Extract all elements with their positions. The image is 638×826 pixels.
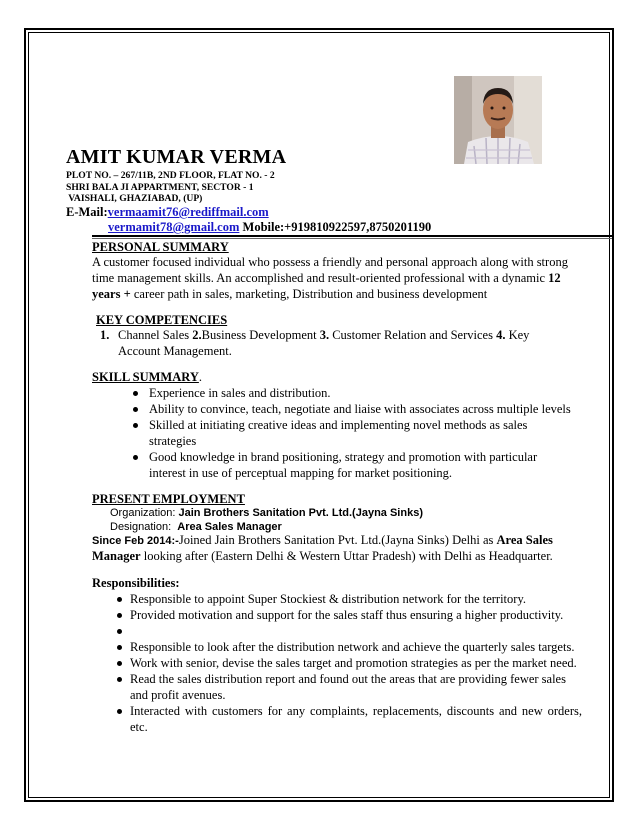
summary-career-text: career path in sales, marketing, Distribution and business development [130,287,488,301]
organization-label: Organization: [110,507,179,519]
since-text-cont: looking after (Eastern Delhi & Western Uttar Pradesh) with Delhi as Headquarter. [140,549,553,563]
since-row-2 [92,549,553,564]
skill-summary-heading: SKILL SUMMARY [92,370,199,384]
header-divider [92,235,612,237]
skill-item-3: Skilled at initiating creative ideas and implementing novel methods as sales [149,418,528,432]
designation-value: Area Sales Manager [177,521,282,533]
responsibility-item-7: Interacted with customers for any complaints, replacements, discounts and new orders, [130,704,582,718]
since-role-cont: Manager [92,549,141,563]
header-divider-shadow [92,238,612,239]
bullet-icon [117,613,122,618]
key-competencies-heading: KEY COMPETENCIES [96,313,228,327]
organization-value: Jain Brothers Sanitation Pvt. Ltd.(Jayna Sinks) [178,507,423,519]
mobile-number: Mobile:+919810922597,8750201190 [239,220,432,234]
competency-number: 1. [100,328,110,342]
summary-line-3 [92,287,487,302]
bullet-icon [133,423,138,428]
bullet-icon [117,597,122,602]
skill-item-1: Experience in sales and distribution. [149,386,331,400]
responsibility-item-6: Read the sales distribution report and found out the areas that are providing fewer sales [130,672,566,686]
responsibility-item-4: Responsible to look after the distribution network and achieve the quarterly sales targets. [130,640,575,654]
skill-item-4: Good knowledge in brand positioning, strategy and promotion with particular [149,450,538,464]
summary-text: time management skills. An accomplished and result-oriented professional with a dynamic [92,271,549,285]
competency-number-4: 4. [496,328,506,342]
bullet-icon [133,407,138,412]
bullet-icon [117,661,122,666]
responsibility-item-7-cont: etc. [130,720,148,734]
competency-number-2: 2. [192,328,202,342]
personal-summary-heading: PERSONAL SUMMARY [92,240,229,254]
skill-summary-dot: . [198,370,202,384]
designation-row [110,521,282,533]
competency-key: Key [505,328,530,342]
candidate-name: AMIT KUMAR VERMA [66,146,287,168]
email-label: E-Mail: [66,205,108,219]
email-link-2[interactable]: vermamit78@gmail.com [108,220,240,234]
skill-item-2: Ability to convince, teach, negotiate and liaise with associates across multiple levels [149,402,571,416]
address-line-3: VAISHALI, GHAZIABAD, (UP) [66,193,203,204]
bullet-icon [133,391,138,396]
bullet-icon [117,677,122,682]
bullet-icon [117,709,122,714]
since-role: Area Sales [496,533,553,547]
skill-item-3-cont: strategies [149,434,197,448]
since-text: Joined Jain Brothers Sanitation Pvt. Ltd.(Jayna Sinks) Delhi as [178,533,497,547]
since-row [92,533,553,548]
competencies-line-2: Account Management. [118,344,232,358]
competencies-line-1 [100,328,529,343]
years-plus: years + [92,287,131,301]
present-employment-heading: PRESENT EMPLOYMENT [92,492,245,506]
bullet-icon [133,455,138,460]
email-row [66,205,269,220]
responsibilities-heading: Responsibilities: [92,576,180,590]
summary-line-1: A customer focused individual who possess a friendly and personal approach along with strong [92,255,568,269]
address-line-1: PLOT NO. – 267/11B, 2ND FLOOR, FLAT NO. - 2 [66,170,275,181]
years-count: 12 [548,271,561,285]
address-line-2: SHRI BALA JI APPARTMENT, SECTOR - 1 [66,182,254,193]
skill-summary-heading-row [92,370,202,385]
responsibility-item-5: Work with senior, devise the sales target and promotion strategies as per the market need. [130,656,577,670]
responsibility-item-6-cont: and profit avenues. [130,688,226,702]
competency-channel-sales: Channel Sales [118,328,193,342]
profile-photo [454,76,542,164]
since-label: Since Feb 2014:- [92,535,179,547]
responsibility-item-1: Responsible to appoint Super Stockiest & distribution network for the territory. [130,592,527,606]
competency-number-3: 3. [319,328,330,342]
bullet-icon [117,629,122,634]
organization-row [110,507,423,519]
designation-label: Designation: [110,521,178,533]
responsibility-item-2: Provided motivation and support for the sales staff thus ensuring a higher productivity. [130,608,564,622]
contact-row [108,220,431,235]
bullet-icon [117,645,122,650]
summary-line-2 [92,271,561,286]
email-link-1[interactable]: vermaamit76@rediffmail.com [107,205,269,219]
competency-business-dev: Business Development [201,328,320,342]
skill-item-4-cont: interest in use of perceptual mapping for market positioning. [149,466,453,480]
competency-customer-relation: Customer Relation and Services [329,328,497,342]
